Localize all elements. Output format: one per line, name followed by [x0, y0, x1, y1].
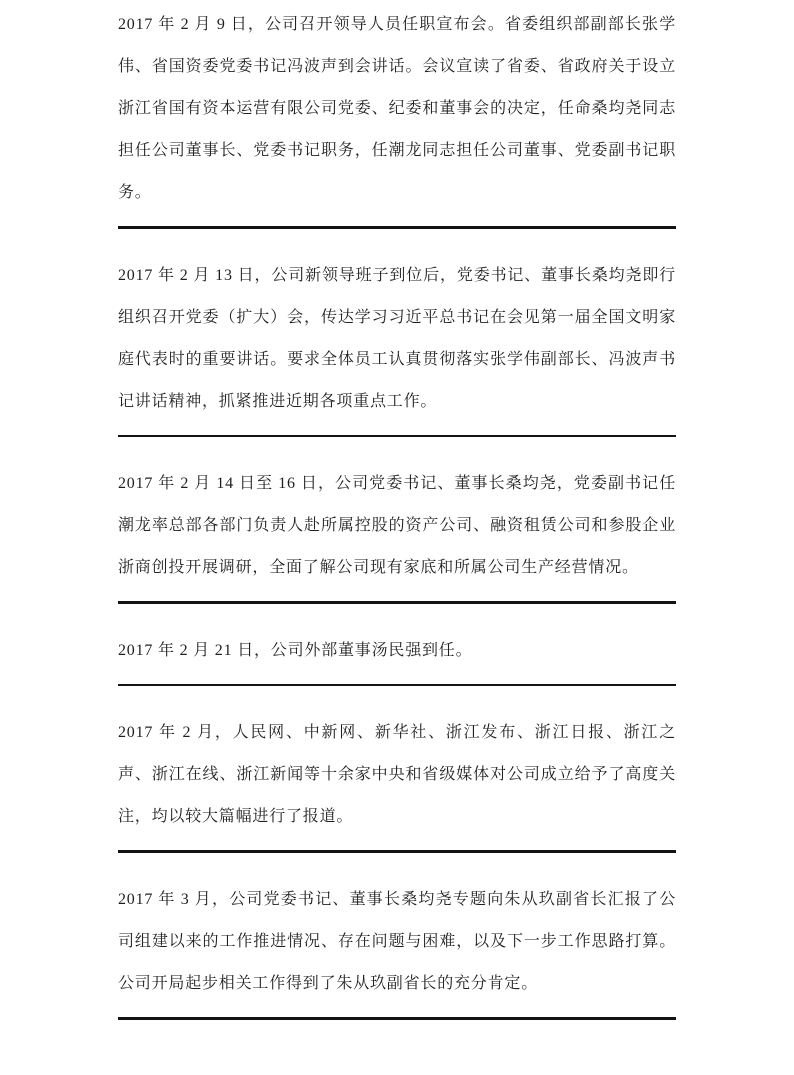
- timeline-entry: [118, 463, 676, 604]
- entry-paragraph: 2017 年 3 月，公司党委书记、董事长桑均尧专题向朱从玖副省长汇报了公司组建以来的工作推进情况、存在问题与困难，以及下一步工作思路打算。公司开局起步相关工作得到了朱从玖副省长的充分肯定。: [118, 890, 676, 992]
- entry-paragraph: 2017 年 2 月 21 日，公司外部董事汤民强到任。: [118, 641, 473, 659]
- entry-paragraph: 2017 年 2 月 13 日，公司新领导班子到位后，党委书记、董事长桑均尧即行组织召开党委（扩大）会，传达学习习近平总书记在会见第一届全国文明家庭代表时的重要讲话。要求全体员工认真贯彻落实张学伟副部长、冯波声书记讲话精神，抓紧推进近期各项重点工作。: [118, 266, 676, 410]
- timeline-entry: [118, 630, 676, 687]
- entry-paragraph: 2017 年 2 月 14 日至 16 日，公司党委书记、董事长桑均尧，党委副书记任潮龙率总部各部门负责人赴所属控股的资产公司、融资租赁公司和参股企业浙商创投开展调研，全面了解公司现有家底和所属公司生产经营情况。: [118, 475, 676, 577]
- entry-paragraph: 2017 年 2 月 9 日，公司召开领导人员任职宣布会。省委组织部副部长张学伟、省国资委党委书记冯波声到会讲话。会议宣读了省委、省政府关于设立浙江省国有资本运营有限公司党委、纪委和董事会的决定，任命桑均尧同志担任公司董事长、党委书记职务，任潮龙同志担任公司董事、党委副书记职务。: [118, 16, 676, 201]
- timeline-entry: [118, 712, 676, 853]
- section-divider: [118, 684, 676, 687]
- section-divider: [118, 850, 676, 853]
- timeline-entry: [118, 255, 676, 438]
- timeline-entry: [118, 879, 676, 1020]
- section-divider: [118, 435, 676, 438]
- section-divider: [118, 1017, 676, 1020]
- timeline-entry: [118, 4, 676, 229]
- section-divider: [118, 601, 676, 604]
- entry-paragraph: 2017 年 2 月，人民网、中新网、新华社、浙江发布、浙江日报、浙江之声、浙江在线、浙江新闻等十余家中央和省级媒体对公司成立给予了高度关注，均以较大篇幅进行了报道。: [118, 724, 676, 826]
- section-divider: [118, 226, 676, 229]
